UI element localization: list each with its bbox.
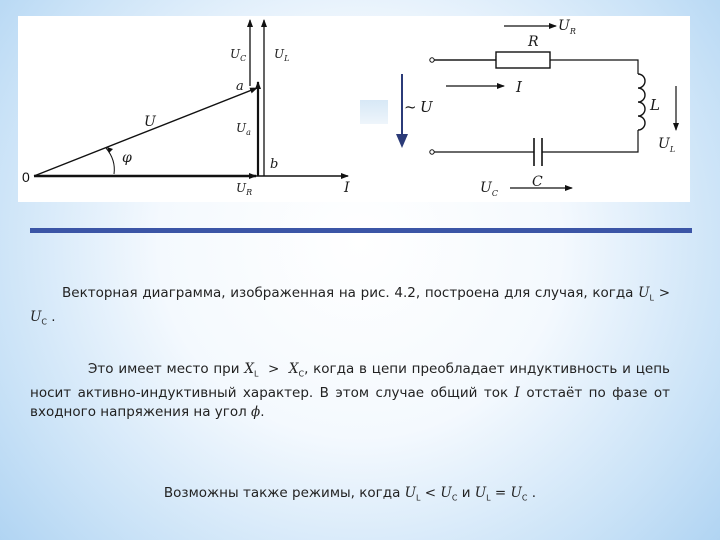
tilde-label: ~ [404, 98, 417, 116]
p3-uc: U [440, 485, 452, 501]
p1-gt: > [654, 285, 671, 301]
p3-ul: U [404, 485, 417, 501]
p3-eq: = [490, 485, 511, 501]
point-a-label: a [236, 79, 244, 94]
resistor-r [496, 52, 550, 68]
p2-text-a: Это имеет место при [88, 361, 245, 377]
phi-arc [106, 148, 114, 174]
p1-end: . [46, 308, 56, 325]
p2-xl: X [244, 361, 254, 377]
origin-label: 0 [22, 169, 30, 185]
right-wire [542, 130, 638, 152]
vector-diagram [18, 16, 360, 202]
u-vector [34, 88, 257, 176]
terminal-top [430, 58, 434, 62]
resistor-label: R [528, 34, 539, 50]
uc-label: $U_C$ [230, 47, 247, 63]
p1-text: Векторная диаграмма, изображенная на рис. 4.2, построена для случая, когда [62, 285, 639, 301]
p1-uc: U [30, 308, 42, 325]
paragraph-3 [30, 484, 670, 508]
p3-text: Возможны также режимы, когда [163, 485, 405, 501]
p2-i: I [514, 384, 520, 401]
circuit-ur-label: $U_R$ [558, 18, 576, 36]
p3-end: . [527, 485, 537, 501]
p2-text-b: , когда в цепи преобладает индуктивность и цепь носит активно-индуктивный характер. В этом случае общий ток [30, 361, 670, 401]
p1-ul-sub: L [649, 293, 654, 303]
circuit-ul-label: $U_L$ [658, 136, 676, 154]
point-b-label: b [270, 157, 279, 172]
p3-ul-2-sub: L [486, 493, 491, 503]
p2-xl-sub: L [253, 369, 259, 379]
paragraph-2 [30, 360, 670, 422]
p2-text-c: отстаёт по фазе от входного напряжения на угол [30, 384, 670, 420]
circuit-uc-label: $U_C$ [480, 180, 498, 198]
p2-phi: ϕ [251, 403, 261, 420]
ua-label: $U_a$ [236, 121, 251, 137]
u-label: U [144, 114, 156, 130]
vector-diagram-svg [18, 16, 360, 202]
p2-gt: > [258, 361, 289, 377]
p1-uc-sub: C [41, 317, 47, 327]
p3-uc-2-sub: C [521, 493, 528, 503]
phi-label: φ [122, 150, 132, 166]
p3-uc-sub: C [451, 493, 458, 503]
source-arrow-strip [360, 100, 388, 124]
source-u-label: U [420, 98, 433, 116]
capacitor-label: C [532, 174, 543, 190]
top-wire-right [550, 60, 638, 74]
source-voltage-arrow [394, 72, 410, 152]
p3-and: и [457, 485, 475, 501]
p3-ul-2: U [474, 485, 487, 501]
p3-ul-sub: L [416, 493, 421, 503]
section-divider [30, 228, 692, 233]
paragraph-1 [30, 284, 670, 331]
ur-label: $U_R$ [236, 181, 253, 197]
p1-ul: U [638, 285, 650, 301]
p2-xc-sub: C [298, 369, 305, 379]
ul-label: $U_L$ [274, 47, 290, 63]
p3-uc-2: U [510, 485, 522, 501]
p2-xc: X [288, 361, 299, 377]
inductor-l [638, 74, 645, 130]
p3-lt: < [420, 485, 441, 501]
inductor-label: L [650, 96, 660, 114]
p2-end: . [260, 403, 265, 420]
terminal-bottom [430, 150, 434, 154]
i-axis-label: I [344, 180, 350, 196]
current-label: I [516, 78, 522, 96]
